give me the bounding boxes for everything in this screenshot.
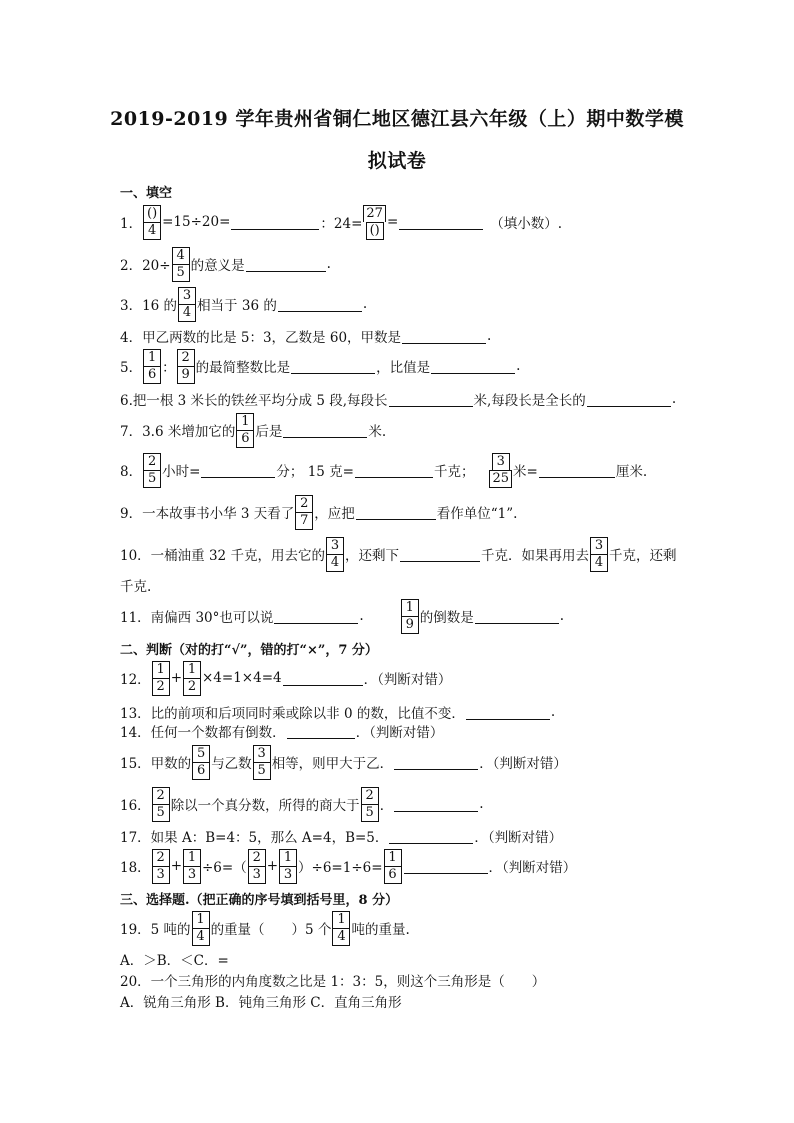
answer-blank[interactable] — [404, 859, 488, 874]
section-multiple-choice: 三、选择题.（把正确的序号填到括号里，8 分） — [120, 893, 399, 908]
fraction: $\frac{1}{2}$ — [152, 661, 170, 696]
question-9: 9．一本故事书小华 3 天看了 $\frac{2}{7}$ ，应把 看作单位“1”. — [120, 495, 518, 528]
fraction: $\frac{2}{7}$ — [295, 495, 313, 530]
question-5: 5． $\frac{1}{6}$ ： $\frac{2}{9}$ 的最简整数比是 ，比值是 . — [120, 349, 521, 382]
question-13: 13．比的前项和后项同时乘或除以非 0 的数，比值不变． . — [120, 704, 556, 722]
question-1: 1． $\frac{()}{4}$ =15÷20= ：24= $\frac{27}{()}$ = （填小数）. — [120, 205, 563, 238]
question-8: 8． $\frac{2}{5}$ 小时= 分； 15 克= 千克； $\frac{3}{25}$ 米= 厘米. — [120, 453, 648, 486]
question-18: 18． $\frac{2}{3}$ + $\frac{1}{3}$ ÷6=（ $\frac{2}{3}$ + $\frac{1}{3}$ ）÷6=1÷6= $\frac{1}{6}$ ．（判断对错） — [120, 849, 577, 882]
answer-blank[interactable] — [431, 359, 515, 374]
fraction: $\frac{1}{6}$ — [143, 349, 161, 384]
answer-blank[interactable] — [283, 671, 363, 686]
question-19: 19．5 吨的 $\frac{1}{4}$ 的重量（ ）5 个 $\frac{1}{4}$ 吨的重量. — [120, 911, 410, 944]
fraction: $\frac{3}{4}$ — [178, 287, 196, 322]
fraction: $\frac{3}{5}$ — [253, 745, 271, 780]
answer-blank[interactable] — [400, 547, 480, 562]
fraction: $\frac{3}{25}$ — [489, 453, 512, 488]
fraction: $\frac{2}{5}$ — [361, 787, 379, 822]
answer-blank[interactable] — [231, 215, 319, 230]
question-7: 7．3.6 米增加它的 $\frac{1}{6}$ 后是 米. — [120, 413, 387, 446]
answer-blank[interactable] — [283, 423, 367, 438]
question-19-options[interactable]: A．＞B．＜C．= — [120, 953, 229, 969]
answer-blank[interactable] — [394, 755, 478, 770]
fraction: $\frac{2}{5}$ — [152, 787, 170, 822]
answer-blank[interactable] — [355, 463, 433, 478]
fraction: $\frac{4}{5}$ — [172, 247, 190, 282]
title-line-1: 2019-2019 学年贵州省铜仁地区德江县六年级（上）期中数学模 — [110, 108, 684, 130]
fraction: $\frac{1}{2}$ — [183, 661, 201, 696]
question-11: 11．南偏西 30°也可以说 . $\frac{1}{9}$ 的倒数是 . — [120, 599, 564, 632]
answer-blank[interactable] — [201, 463, 275, 478]
fraction: $\frac{27}{()}$ — [363, 205, 386, 240]
answer-blank[interactable] — [587, 392, 671, 407]
fraction: $\frac{2}{3}$ — [152, 849, 170, 884]
section-fill-blank: 一、填空 — [120, 186, 173, 201]
fraction: $\frac{1}{3}$ — [183, 849, 201, 884]
answer-blank[interactable] — [402, 329, 486, 344]
answer-blank[interactable] — [287, 724, 355, 739]
answer-blank[interactable] — [274, 609, 358, 624]
question-17: 17．如果 A：B=4：5，那么 A=4，B=5． ．（判断对错） — [120, 830, 563, 846]
question-14: 14．任何一个数都有倒数． ．（判断对错） — [120, 725, 444, 741]
fraction: $\frac{1}{9}$ — [401, 599, 419, 634]
question-20-options[interactable]: A．锐角三角形 B．钝角三角形 C．直角三角形 — [120, 995, 402, 1011]
fraction: $\frac{1}{3}$ — [279, 849, 297, 884]
fraction: $\frac{2}{9}$ — [177, 349, 195, 384]
answer-blank[interactable] — [246, 257, 326, 272]
answer-blank[interactable] — [389, 392, 473, 407]
question-10: 10．一桶油重 32 千克，用去它的 $\frac{3}{4}$ ，还剩下 千克．如果再用去 $\frac{3}{4}$ 千克，还剩 — [120, 537, 677, 570]
fraction: $\frac{1}{6}$ — [236, 413, 254, 448]
question-15: 15．甲数的 $\frac{5}{6}$ 与乙数 $\frac{3}{5}$ 相等，则甲大于乙． ．（判断对错） — [120, 745, 567, 778]
fraction: $\frac{3}{4}$ — [326, 537, 344, 572]
question-12: 12． $\frac{1}{2}$ + $\frac{1}{2}$ ×4=1×4=4 ．（判断对错） — [120, 661, 452, 694]
answer-blank[interactable] — [389, 829, 473, 844]
answer-blank[interactable] — [475, 609, 559, 624]
fraction: $\frac{5}{6}$ — [192, 745, 210, 780]
question-2: 2．20÷ $\frac{4}{5}$ 的意义是 . — [120, 247, 331, 280]
fraction: $\frac{1}{4}$ — [332, 911, 350, 946]
fraction: $\frac{()}{4}$ — [143, 205, 161, 240]
question-10-continued: 千克. — [120, 579, 152, 595]
answer-blank[interactable] — [291, 359, 375, 374]
title-line-2: 拟试卷 — [367, 150, 427, 172]
question-4: 4．甲乙两数的比是 5：3，乙数是 60，甲数是 . — [120, 328, 492, 346]
fraction: $\frac{2}{5}$ — [143, 453, 161, 488]
question-3: 3．16 的 $\frac{3}{4}$ 相当于 36 的 . — [120, 287, 368, 320]
answer-blank[interactable] — [466, 705, 550, 720]
fraction: $\frac{1}{4}$ — [192, 911, 210, 946]
fraction: $\frac{2}{3}$ — [248, 849, 266, 884]
answer-blank[interactable] — [356, 505, 436, 520]
question-16: 16． $\frac{2}{5}$ 除以一个真分数，所得的商大于 $\frac{2}{5}$ ． . — [120, 787, 484, 820]
fraction: $\frac{1}{6}$ — [384, 849, 402, 884]
section-true-false: 二、判断（对的打“√”，错的打“×”，7 分） — [120, 643, 378, 658]
question-20: 20．一个三角形的内角度数之比是 1：3：5，则这个三角形是（ ） — [120, 974, 546, 990]
answer-blank[interactable] — [539, 463, 615, 478]
question-6: 6.把一根 3 米长的铁丝平均分成 5 段,每段长 米,每段长是全长的 . — [120, 391, 677, 409]
fraction: $\frac{3}{4}$ — [590, 537, 608, 572]
answer-blank[interactable] — [394, 797, 478, 812]
answer-blank[interactable] — [278, 297, 362, 312]
answer-blank[interactable] — [399, 215, 483, 230]
